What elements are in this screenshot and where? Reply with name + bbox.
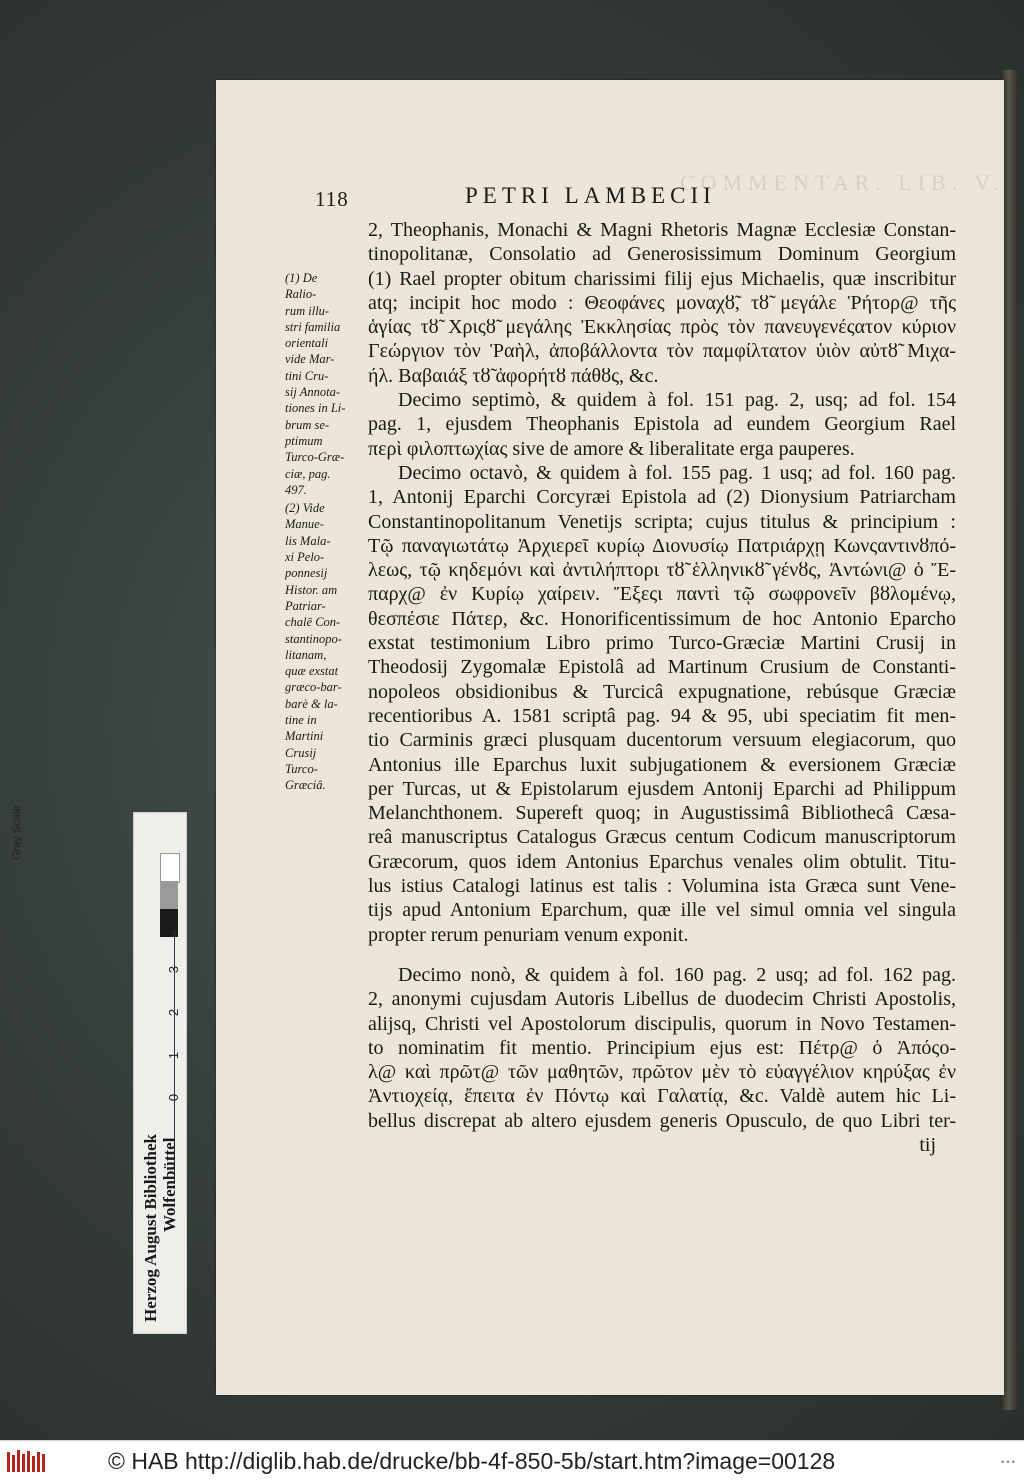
margin-note-line: 497. — [285, 482, 307, 497]
hab-logo-icon — [6, 1449, 50, 1475]
margin-note-line: barè & la- — [285, 696, 338, 711]
text-line: exstat testimonium Libro primo Turco-Græciæ Martini Crusij in — [368, 632, 956, 655]
text-line: Constantinopolitanum Venetijs scripta; cujus titulus & principium : — [368, 510, 956, 533]
text-line: Γεώργιον τὸν Ῥαὴλ, ἀποβάλλοντα τὸν παμφίλτατον ὑιὸν αὐτȣ̃ Μιχα- — [368, 340, 956, 363]
margin-note-line: Crusij — [285, 745, 317, 760]
text-line: propter rerum penuriam venum exponit. — [368, 923, 689, 946]
library-label-line1: Herzog August Bibliothek — [141, 1134, 160, 1322]
margin-note-line: ciæ, pag. — [285, 466, 331, 481]
text-line: ήλ. Βαβαιάξ τȣ̃ ἀφορήτȣ πάθȣς, &c. — [368, 364, 659, 387]
text-line: Decimo septimò, & quidem à fol. 151 pag. 2, usq; ad fol. 154 — [398, 389, 956, 412]
margin-note-line: lis Mala- — [285, 533, 331, 548]
margin-note-line: Turco- — [285, 761, 318, 776]
text-line: recentioribus A. 1581 scriptâ pag. 94 & 95, ubi speciatim fit men- — [368, 704, 956, 727]
text-line: tio Carminis græci plusquam ducentorum versuum elegiacorum, quo — [368, 729, 956, 752]
margin-note-line: sij Annota- — [285, 385, 340, 400]
margin-note-line: vide Mar- — [285, 352, 335, 367]
text-line: παρχ@ ἐν Κυρίῳ χαίρειν. Ἔξεςι παντὶ τῷ σωφρονεῖν βȣλομένῳ, — [368, 583, 956, 606]
margin-note-line: tiones in Li- — [285, 401, 346, 416]
footer-url-text[interactable]: © HAB http://diglib.hab.de/drucke/bb-4f-850-5b/start.htm?image=00128 — [108, 1448, 836, 1474]
text-line: 2, Theophanis, Monachi & Magni Rhetoris Magnæ Ecclesiæ Constan- — [368, 219, 956, 241]
text-line: Antonius ille Eparchus luxit subjugationem & eversionem Græciæ — [368, 753, 956, 776]
text-line: Ἀντιοχείᾳ, ἔπειτα ἐν Πόντῳ καὶ Γαλατίᾳ, &c. Valdè autem hic Li- — [368, 1085, 956, 1108]
bleed-through-header: COMMENTAR. LIB. V. — [680, 170, 1005, 195]
text-line: reâ manuscriptus Catalogus Græcus centum Codicum manuscriptorum — [368, 826, 956, 849]
margin-note-line: ptimum — [285, 433, 323, 448]
ruler-tick-number: 3 — [166, 965, 182, 974]
page-number: 118 — [315, 187, 349, 211]
library-label — [141, 1134, 179, 1322]
ruler-tick-number: 0 — [166, 1093, 182, 1102]
ruler-tick-number: 4 — [166, 928, 182, 937]
text-line: alijsq, Christi vel Apostolorum discipulis, quorum in Novo Testamen- — [368, 1012, 956, 1035]
gray-swatch-mid — [160, 881, 178, 909]
margin-notes — [285, 270, 357, 794]
text-line: bellus discrepat ab altero ejusdem generis Opusculo, de quo Libri ter- — [368, 1109, 956, 1132]
paragraph-gap — [368, 947, 956, 963]
text-line: to nominatim fit mentio. Principium ejus est: Πέτρ@ ὁ Ἀπόςο- — [368, 1036, 956, 1059]
text-line: tinopolitanæ, Consolatio ad Generosissimum Dominum Georgium — [368, 243, 956, 266]
text-line: pag. 1, ejusdem Theophanis Epistola ad eundem Georgium Rael — [368, 413, 956, 436]
text-line: lus istius Catalogi latinus est talis : Volumina ista Græca sunt Vene- — [368, 875, 956, 898]
footer-bar — [0, 1440, 1024, 1483]
text-line: λεως, τῷ κηδεμόνι καὶ ἀντιλήπτορι τȣ̃ ἑλληνικȣ̃ γένȣς, Ἀντώνι@ ὁ Ἔ- — [368, 559, 956, 582]
text-line: 1, Antonij Eparchi Corcyræi Epistola ad (2) Dionysium Patriarcham — [368, 486, 956, 509]
margin-note-line: Patriar- — [285, 598, 326, 613]
margin-note-line: orientali — [285, 336, 329, 351]
text-line: περὶ φιλοπτωχίας sive de amore & liberalitate erga pauperes. — [368, 437, 855, 460]
margin-note-line: Histor. am — [285, 582, 338, 597]
margin-note-line: xi Pelo- — [285, 550, 325, 565]
text-line: nopoleos obsidionibus & Turcicâ expugnatione, rebúsque Græciæ — [368, 680, 956, 703]
text-line: tijs apud Antonium Eparchum, quæ ille vel simul omnia vel singula — [368, 899, 956, 922]
gray-scale-label: Gray Scale — [11, 805, 23, 860]
text-line: Decimo nonò, & quidem à fol. 160 pag. 2 usq; ad fol. 162 pag. — [398, 963, 956, 986]
margin-note-line: Ralio- — [285, 287, 317, 302]
margin-note-line: Manue- — [285, 517, 324, 532]
text-line: θεσπέσιε Πάτερ, &c. Honorificentissimum de hoc Antonio Eparcho — [368, 607, 956, 630]
margin-note-line: tini Cru- — [285, 368, 329, 383]
text-line: 2, anonymi cujusdam Autoris Libellus de duodecim Christi Apostolis, — [368, 988, 956, 1011]
text-line: Græcorum, quos idem Antonius Eparchus venales olim obtulit. Titu- — [368, 850, 956, 873]
text-line: tij — [919, 1133, 936, 1156]
footer-dots: ••• — [1000, 1458, 1016, 1468]
gray-swatch-white — [160, 853, 180, 883]
ruler-tick-number: 2 — [166, 1008, 182, 1017]
margin-note-line: Turco-Græ- — [285, 450, 345, 465]
text-line: (1) Rael propter obitum charissimi filij ejus Michaelis, quæ inscribitur — [368, 267, 956, 290]
margin-note-line: græco-bar- — [285, 680, 342, 695]
margin-note-line: (2) Vide — [285, 501, 325, 516]
margin-note-line: Græciâ. — [285, 778, 326, 793]
text-line: Decimo octavò, & quidem à fol. 155 pag. 1 usq; ad fol. 160 pag. — [398, 461, 956, 484]
text-line: Melanchthonem. Supereft quoq; in Augustissimâ Bibliothecâ Cæsa- — [368, 802, 956, 825]
text-line: ἁγίας τȣ̃ Χριςȣ̃ μεγάλης Ἐκκλησίας πρὸς τὸν πανευγενέςατον κύριον — [368, 316, 956, 339]
library-label-line2: Wolfenbüttel — [160, 1137, 179, 1232]
margin-note-line: Martini — [285, 729, 324, 744]
margin-note-line: litanam, — [285, 647, 327, 662]
text-line: λ@ καὶ πρῶτ@ τῶν μαθητῶν, πρῶτον μὲν τὸ εὐαγγέλιον κηρύξας ἐν — [368, 1061, 956, 1084]
margin-note-line: (1) De — [285, 271, 318, 285]
margin-note-line: quæ exstat — [285, 664, 339, 679]
margin-note-line: brum se- — [285, 417, 330, 432]
ruler-tick-number: 1 — [166, 1051, 182, 1060]
margin-note-line: ponnesij — [285, 566, 328, 581]
running-head: PETRI LAMBECII — [465, 183, 716, 208]
text-line: per Turcas, ut & Epistolarum ejusdem Antonij Eparchi ad Philippum — [368, 777, 956, 800]
margin-note-line: chalē Con- — [285, 615, 341, 630]
margin-note-line: stri familia — [285, 319, 341, 334]
margin-note-line: rum illu- — [285, 303, 330, 318]
text-line: Τῷ παναγιωτάτῳ Ἀρχιερεῖ κυρίῳ Διονυσίῳ Πατριάρχῃ Κωνςαντινȣπό- — [368, 534, 956, 557]
text-line: Theodosij Zygomalæ Epistolâ ad Martinum Crusium de Constanti- — [368, 656, 956, 679]
main-text-block — [368, 218, 956, 1157]
text-line: atq; incipit hoc modo : Θεοφάνες μοναχȣ̃, τȣ̃ μεγάλε Ῥήτορ@ τῆς — [368, 291, 956, 314]
margin-note-line: stantinopo- — [285, 631, 342, 646]
margin-note-line: tine in — [285, 713, 317, 728]
